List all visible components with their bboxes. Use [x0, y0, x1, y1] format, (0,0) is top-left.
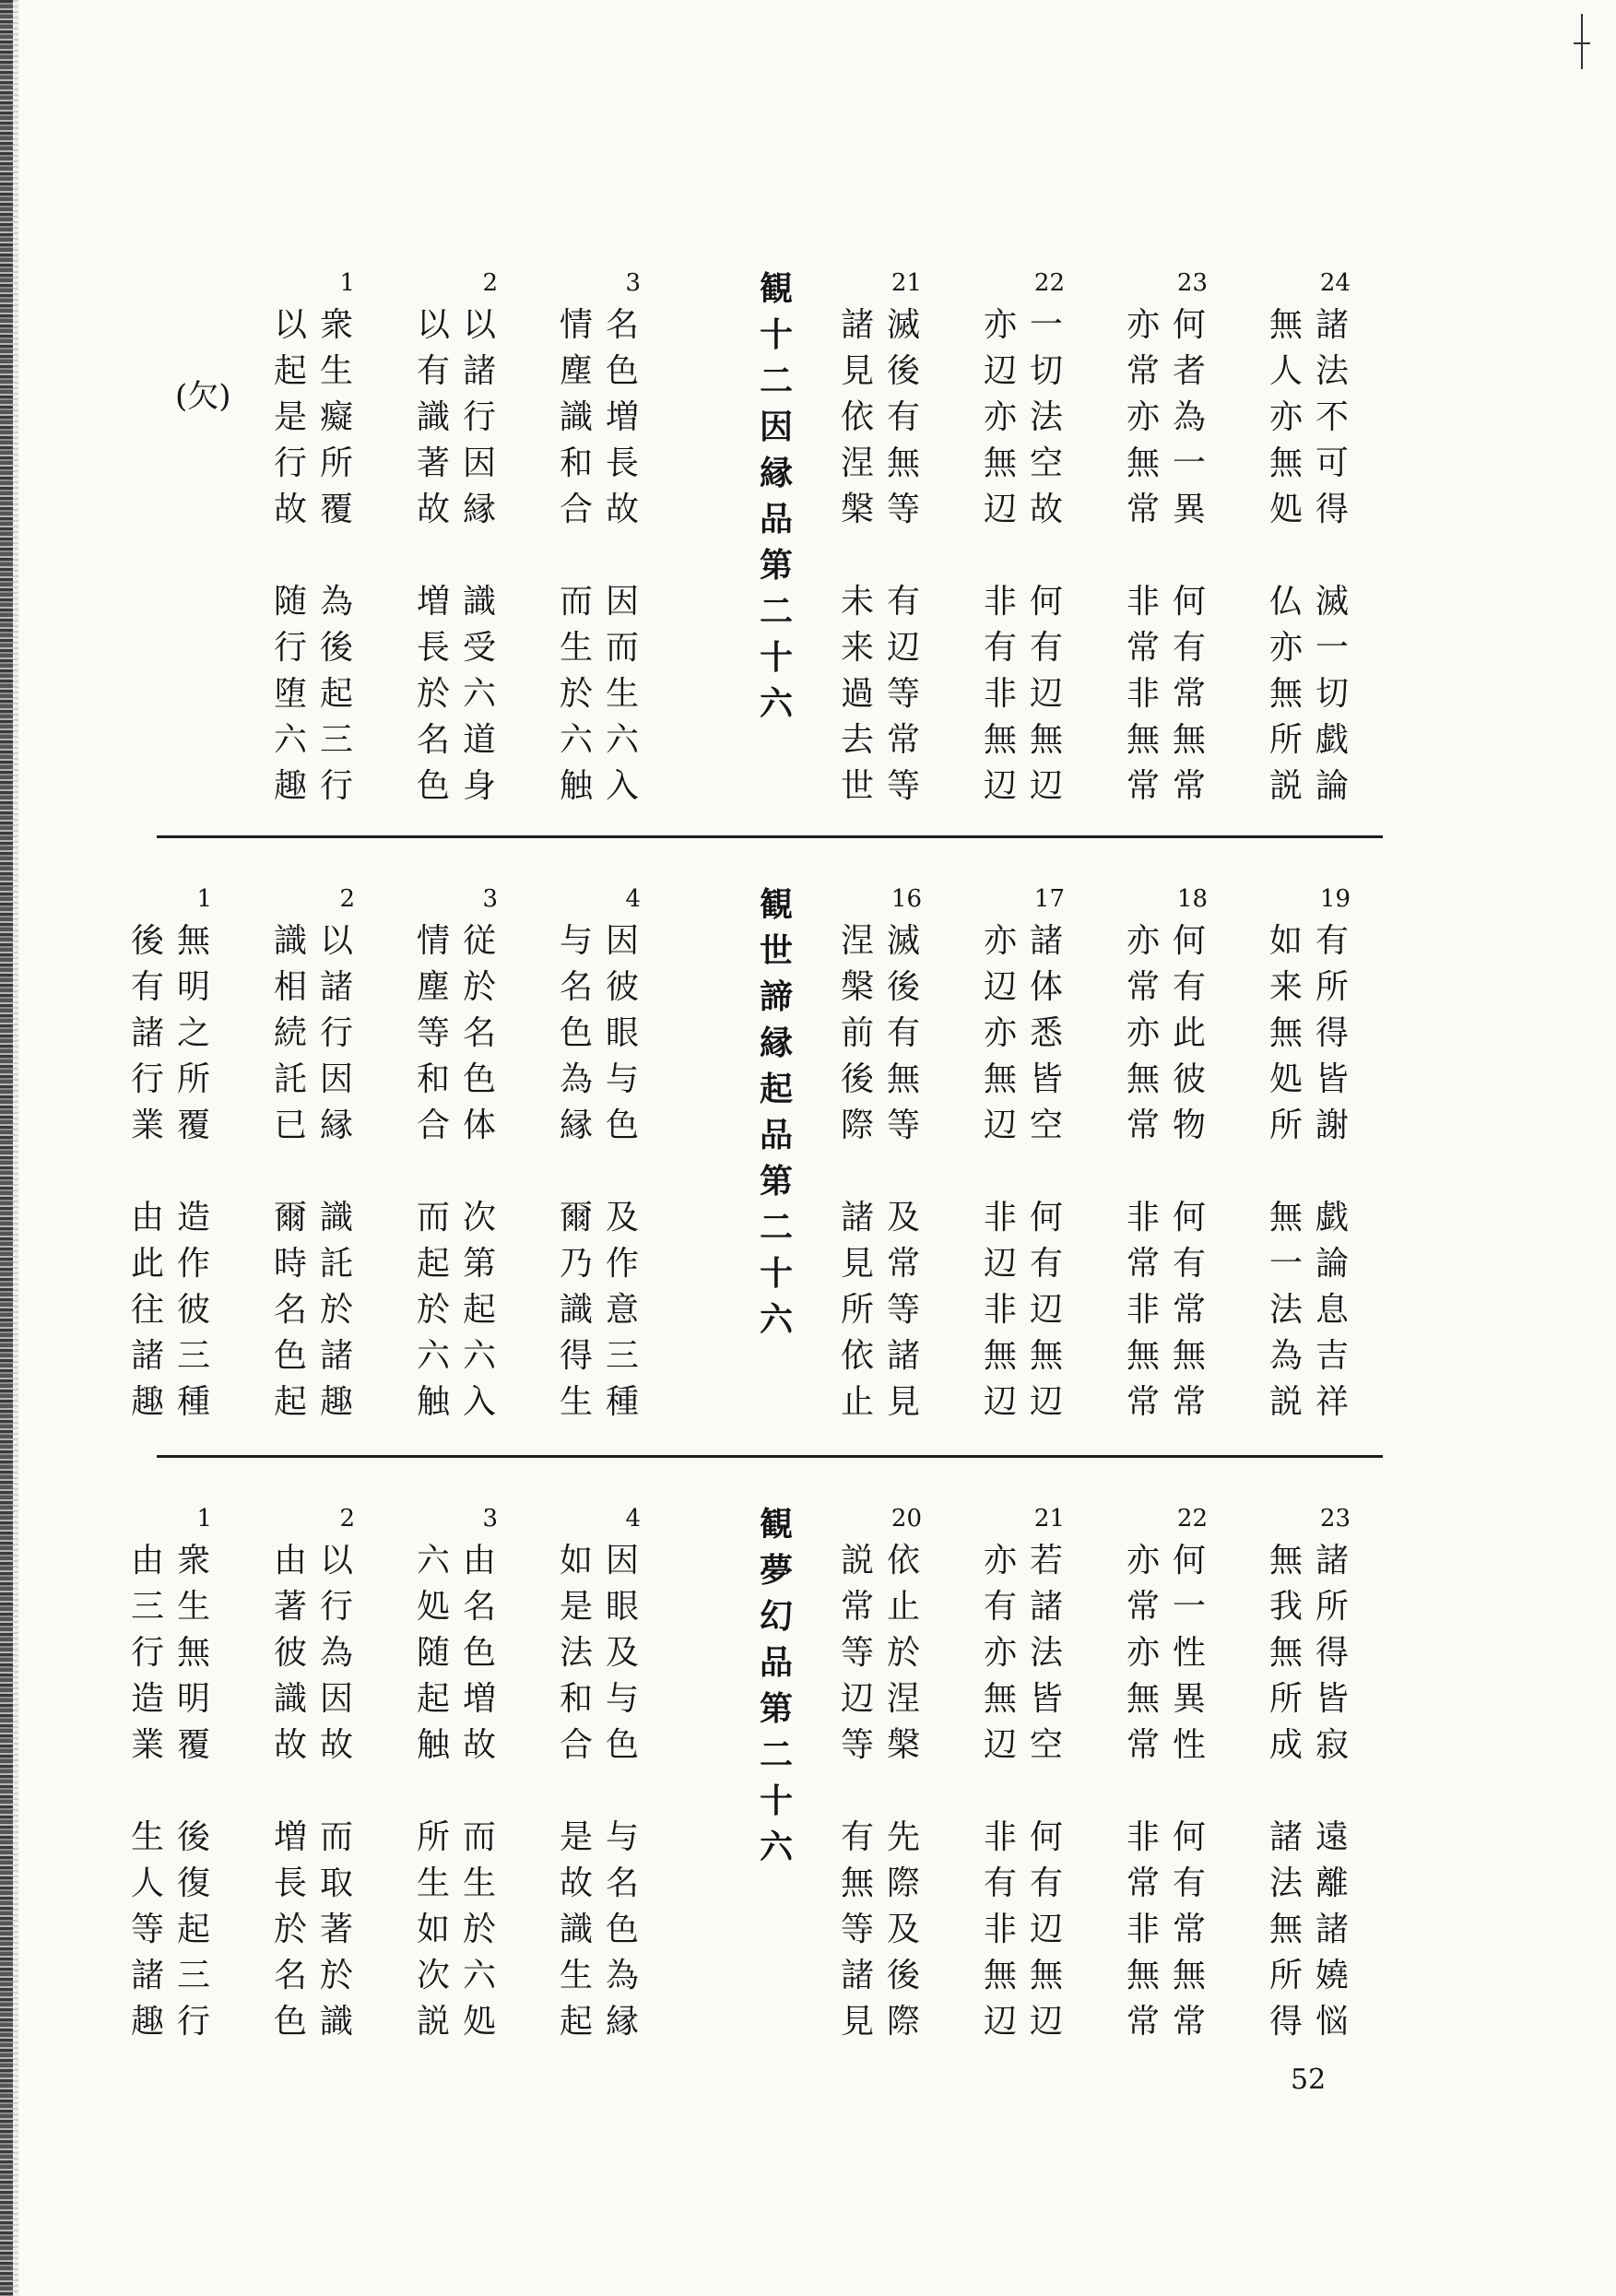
verse-line: 与名色為縁	[605, 1818, 639, 2041]
verse-line: 衆生癡所覆	[319, 306, 353, 528]
verse-line: 由著彼識故	[273, 1542, 307, 1764]
verse-line: 有辺等常等	[886, 583, 920, 805]
lost-marker: (欠)	[175, 378, 231, 415]
verse-line: 何有常無常	[1172, 1818, 1206, 2041]
verse-line: 何有辺無辺	[1029, 583, 1063, 805]
book-spine-shadow	[0, 0, 13, 2296]
verse-line: 如是法和合	[559, 1542, 593, 1764]
verse-line: 情塵等和合	[416, 922, 450, 1144]
verse-line: 滅後有無等	[886, 306, 920, 528]
verse-line: 而取著於識	[319, 1818, 353, 2041]
verse-line: 遠離諸嬈悩	[1315, 1818, 1349, 2041]
verse-line: 諸法不可得	[1315, 306, 1349, 528]
verse-line: 以行為因故	[319, 1542, 353, 1764]
verse-number: 23	[1176, 269, 1208, 297]
verse-line: 何有常無常	[1172, 1199, 1206, 1421]
verse-line: 以諸行因縁	[462, 306, 496, 528]
verse-line: 為後起三行	[319, 583, 353, 805]
verse-line: 識受六道身	[462, 583, 496, 805]
verse-line: 亦常亦無常	[1126, 1542, 1160, 1764]
verse-number: 24	[1319, 269, 1351, 297]
verse-number: 4	[625, 885, 641, 913]
verse-line: 先際及後際	[886, 1818, 920, 2041]
verse-line: 何有辺無辺	[1029, 1818, 1063, 2041]
verse-line: 一切法空故	[1029, 306, 1063, 528]
verse-line: 何一性異性	[1172, 1542, 1206, 1764]
verse-number: 1	[339, 269, 355, 297]
verse-number: 18	[1176, 885, 1208, 913]
verse-line: 戯論息吉祥	[1315, 1199, 1349, 1421]
verse-line: 識相続託已	[273, 922, 307, 1144]
verse-line: 而起於六触	[416, 1199, 450, 1421]
verse-number: 3	[482, 1505, 498, 1533]
verse-line: 亦有亦無辺	[983, 1542, 1017, 1764]
verse-line: 後復起三行	[176, 1818, 210, 2041]
section-divider	[157, 1455, 1383, 1458]
verse-number: 23	[1319, 1505, 1351, 1533]
chapter-title: 観十二因縁品第二十六	[759, 269, 793, 723]
verse-line: 而生於六触	[559, 583, 593, 805]
verse-line: 爾時名色起	[273, 1199, 307, 1421]
verse-line: 従於名色体	[462, 922, 496, 1144]
verse-number: 2	[339, 1505, 355, 1533]
verse-line: 亦辺亦無辺	[983, 922, 1017, 1144]
verse-line: 非辺非無辺	[983, 1199, 1017, 1421]
verse-number: 3	[625, 269, 641, 297]
verse-line: 由名色増故	[462, 1542, 496, 1764]
verse-line: 因彼眼与色	[605, 922, 639, 1144]
verse-number: 2	[339, 885, 355, 913]
verse-line: 諸体悉皆空	[1029, 922, 1063, 1144]
page-number: 52	[1291, 2064, 1327, 2096]
crop-mark-tick	[1574, 42, 1590, 44]
verse-line: 無一法為説	[1268, 1199, 1303, 1421]
verse-line: 而生於六処	[462, 1818, 496, 2041]
verse-line: 亦常亦無常	[1126, 306, 1160, 528]
verse-line: 因而生六入	[605, 583, 639, 805]
verse-number: 21	[1033, 1505, 1065, 1533]
verse-line: 由此往諸趣	[130, 1199, 164, 1421]
verse-number: 22	[1033, 269, 1065, 297]
verse-line: 非常非無常	[1126, 1199, 1160, 1421]
verse-line: 非常非無常	[1126, 583, 1160, 805]
verse-line: 名色増長故	[605, 306, 639, 528]
book-spine-edge	[13, 0, 18, 2296]
verse-line: 及作意三種	[605, 1199, 639, 1421]
verse-line: 説常等辺等	[840, 1542, 874, 1764]
verse-line: 因眼及与色	[605, 1542, 639, 1764]
verse-line: 増長於名色	[273, 1818, 307, 2041]
verse-line: 亦常亦無常	[1126, 922, 1160, 1144]
verse-line: 仏亦無所説	[1268, 583, 1303, 805]
verse-line: 諸所得皆寂	[1315, 1542, 1349, 1764]
verse-line: 何有常無常	[1172, 583, 1206, 805]
verse-line: 造作彼三種	[176, 1199, 210, 1421]
verse-line: 何者為一異	[1172, 306, 1206, 528]
verse-line: 有無等諸見	[840, 1818, 874, 2041]
verse-line: 識託於諸趣	[319, 1199, 353, 1421]
verse-line: 以有識著故	[416, 306, 450, 528]
verse-number: 19	[1319, 885, 1351, 913]
verse-number: 1	[196, 1505, 212, 1533]
verse-line: 是故識生起	[559, 1818, 593, 2041]
verse-line: 無明之所覆	[176, 922, 210, 1144]
verse-line: 増長於名色	[416, 583, 450, 805]
verse-line: 以起是行故	[273, 306, 307, 528]
verse-line: 依止於涅槃	[886, 1542, 920, 1764]
verse-line: 亦辺亦無辺	[983, 306, 1017, 528]
verse-line: 及常等諸見	[886, 1199, 920, 1421]
verse-line: 何有此彼物	[1172, 922, 1206, 1144]
verse-number: 4	[625, 1505, 641, 1533]
section-divider	[157, 835, 1383, 838]
verse-line: 爾乃識得生	[559, 1199, 593, 1421]
verse-line: 後有諸行業	[130, 922, 164, 1144]
verse-line: 諸見依涅槃	[840, 306, 874, 528]
verse-line: 有所得皆謝	[1315, 922, 1349, 1144]
crop-mark	[1581, 14, 1583, 69]
verse-number: 17	[1033, 885, 1065, 913]
verse-line: 諸法無所得	[1268, 1818, 1303, 2041]
verse-line: 以諸行因縁	[319, 922, 353, 1144]
verse-line: 所生如次説	[416, 1818, 450, 2041]
verse-line: 滅一切戯論	[1315, 583, 1349, 805]
verse-number: 21	[891, 269, 922, 297]
verse-number: 2	[482, 269, 498, 297]
verse-line: 未来過去世	[840, 583, 874, 805]
verse-number: 22	[1176, 1505, 1208, 1533]
verse-number: 1	[196, 885, 212, 913]
verse-line: 諸見所依止	[840, 1199, 874, 1421]
verse-line: 何有辺無辺	[1029, 1199, 1063, 1421]
verse-line: 若諸法皆空	[1029, 1542, 1063, 1764]
verse-line: 次第起六入	[462, 1199, 496, 1421]
verse-line: 情塵識和合	[559, 306, 593, 528]
verse-line: 由三行造業	[130, 1542, 164, 1764]
verse-line: 与名色為縁	[559, 922, 593, 1144]
verse-line: 滅後有無等	[886, 922, 920, 1144]
chapter-title: 観夢幻品第二十六	[759, 1505, 793, 1866]
verse-line: 無人亦無処	[1268, 306, 1303, 528]
verse-line: 随行堕六趣	[273, 583, 307, 805]
verse-line: 涅槃前後際	[840, 922, 874, 1144]
verse-number: 20	[891, 1505, 922, 1533]
verse-number: 16	[891, 885, 922, 913]
verse-line: 非有非無辺	[983, 1818, 1017, 2041]
chapter-title: 観世諦縁起品第二十六	[759, 885, 793, 1339]
verse-line: 非有非無辺	[983, 583, 1017, 805]
verse-line: 如来無処所	[1268, 922, 1303, 1144]
verse-line: 衆生無明覆	[176, 1542, 210, 1764]
verse-number: 3	[482, 885, 498, 913]
verse-line: 無我無所成	[1268, 1542, 1303, 1764]
verse-line: 生人等諸趣	[130, 1818, 164, 2041]
verse-line: 非常非無常	[1126, 1818, 1160, 2041]
verse-line: 六処随起触	[416, 1542, 450, 1764]
